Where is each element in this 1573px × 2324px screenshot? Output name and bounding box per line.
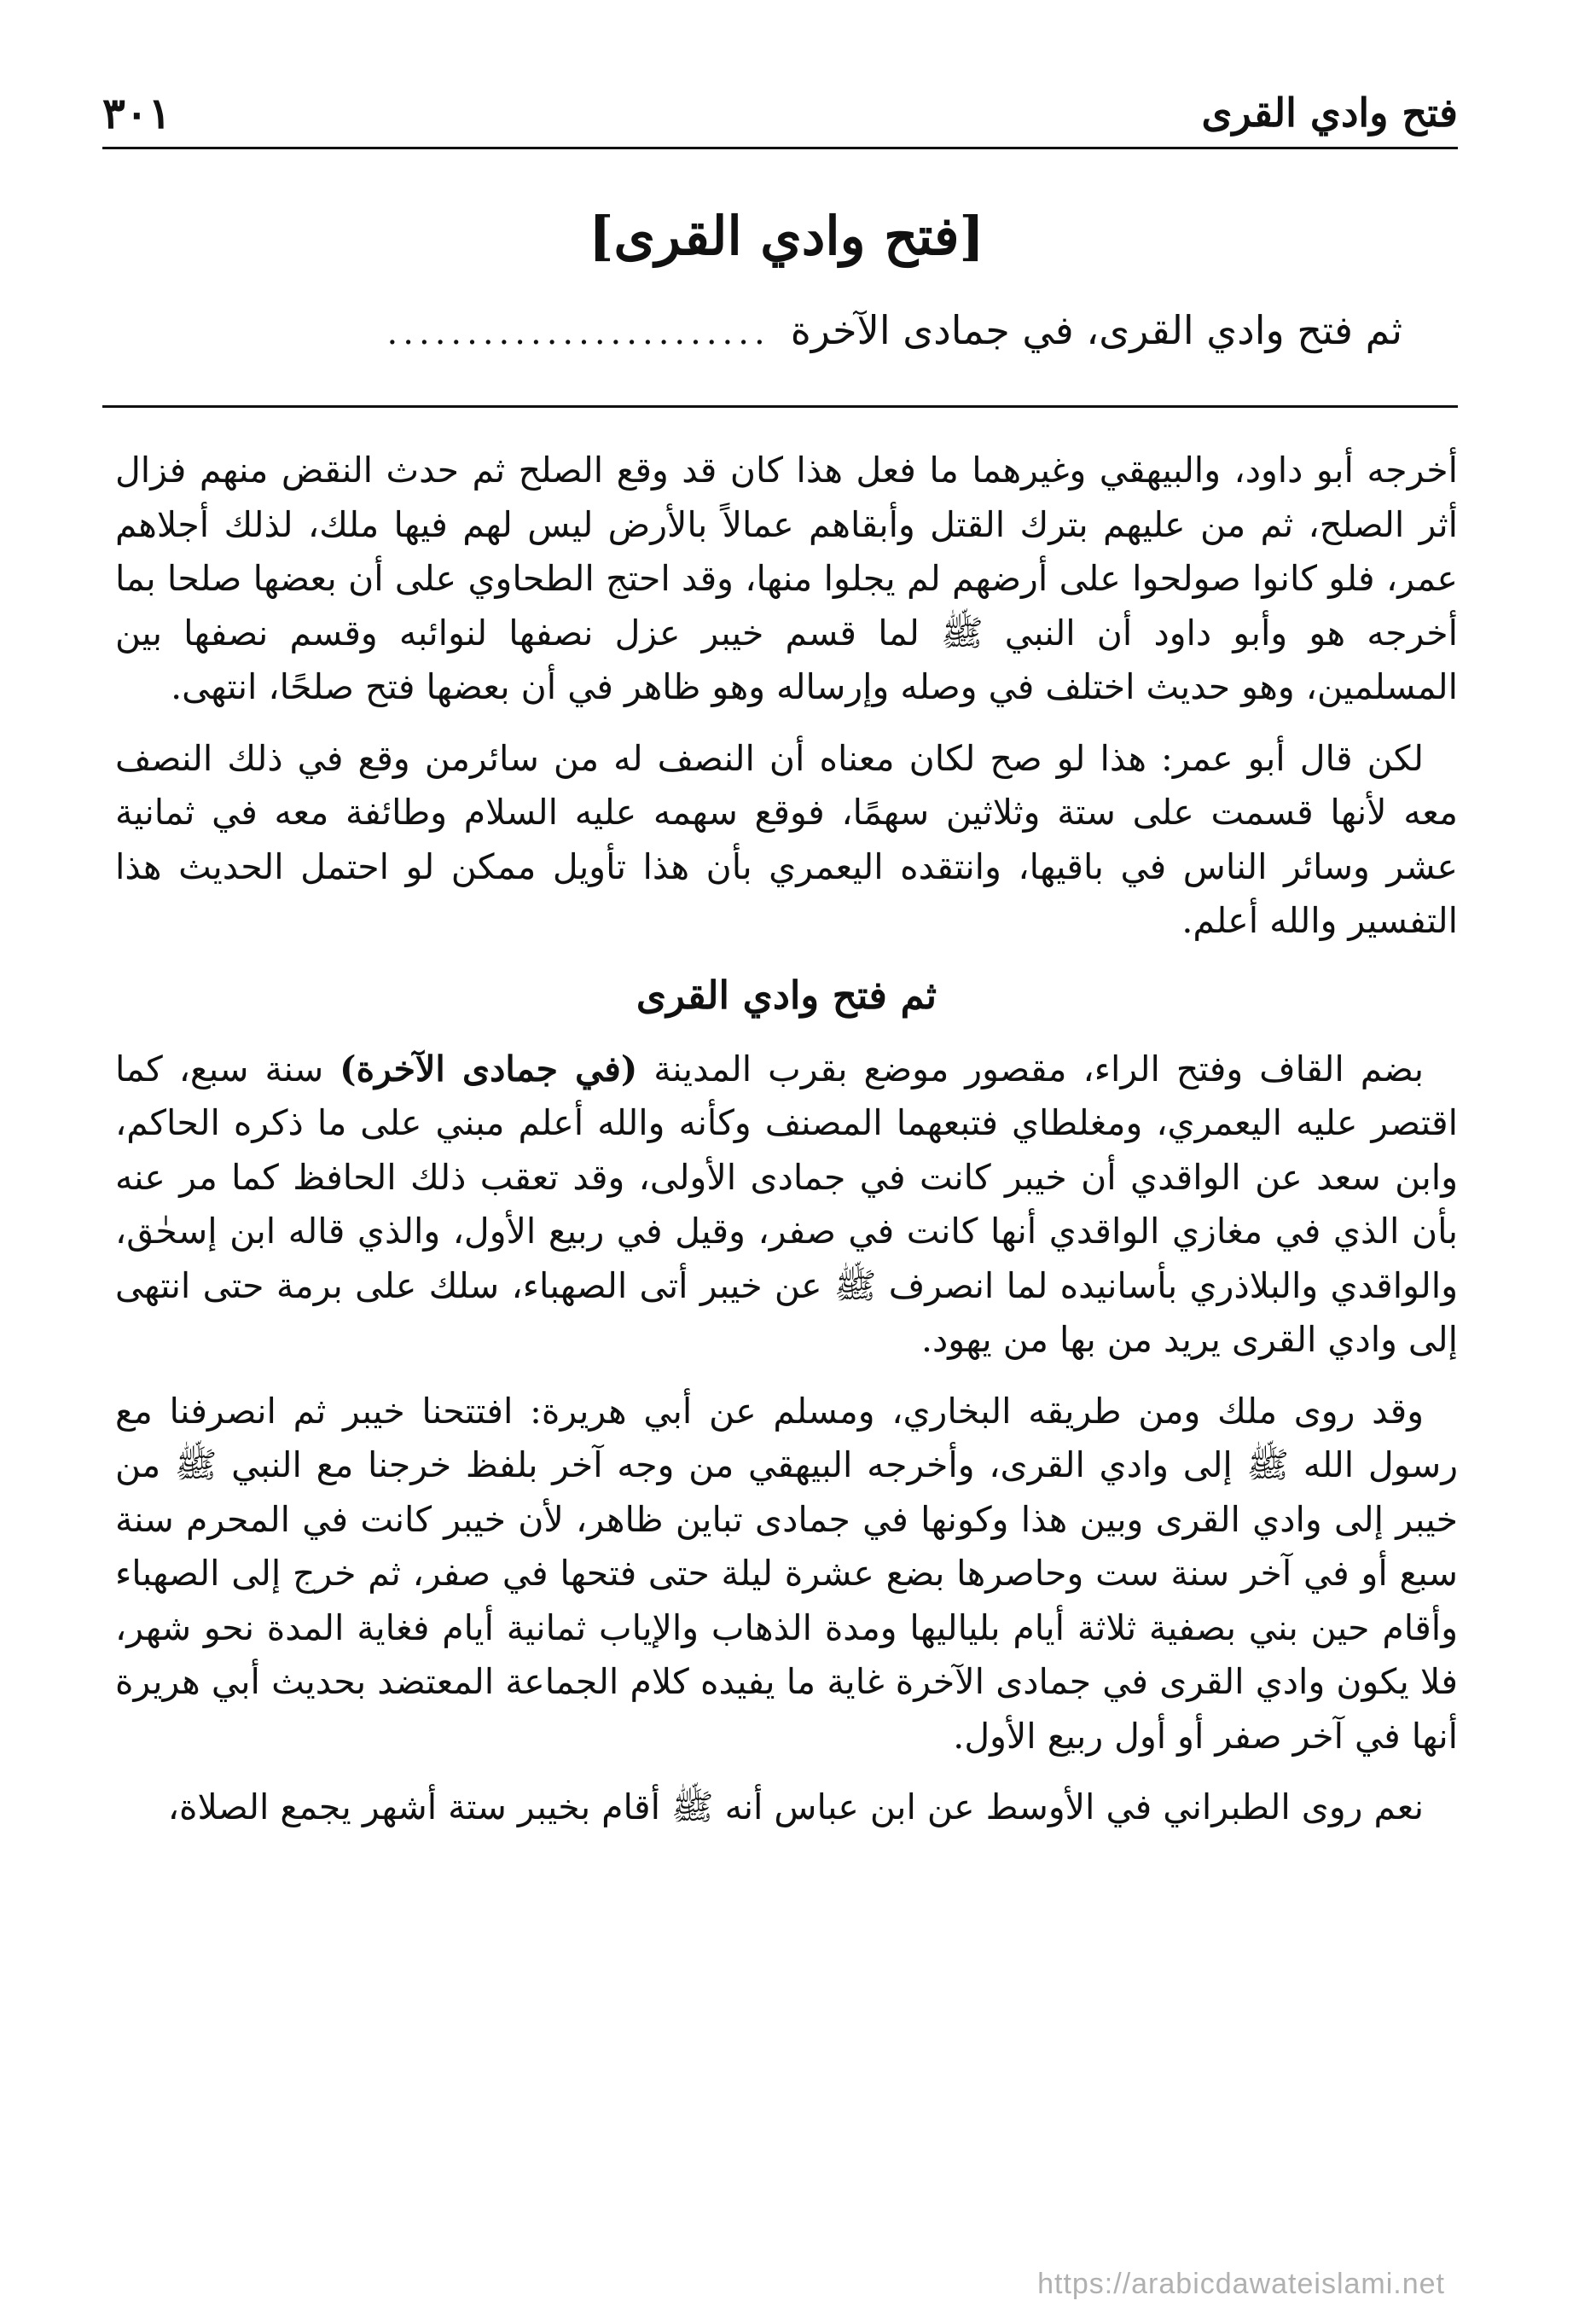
matn-rule — [102, 405, 1458, 408]
paragraph-4: وقد روى ملك ومن طريقه البخاري، ومسلم عن أبي هريرة: افتتحنا خيبر ثم انصرفنا مع رسول الله ﷺ إلى وادي القرى، وأخرجه البيهقي من وجه آخر بلفظ خرجنا مع النبي ﷺ من خيبر إلى وادي القرى وبين هذا وكونها في جمادى تباين ظاهر، لأن خيبر كانت في المحرم سنة سبع أو في آخر سنة ست وحاصرها بضع عشرة ليلة حتى فتحها في صفر، ثم خرج إلى الصهباء وأقام حين بني بصفية ثلاثة أيام بلياليها ومدة الذهاب والإياب ثمانية أيام فغاية المدة نحو شهر، فلا يكون وادي القرى في جمادى الآخرة غاية ما يفيده كلام الجماعة المعتضد بحديث أبي هريرة أنها في آخر صفر أو أول ربيع الأول. — [115, 1390, 1459, 1757]
matn-text: ثم فتح وادي القرى، في جمادى الآخرة — [790, 307, 1402, 353]
paragraph-3-lead: بضم القاف وفتح الراء، مقصور موضع بقرب المدينة — [637, 1048, 1424, 1089]
paragraph-3-matn-quote: (في جمادى الآخرة) — [340, 1048, 638, 1089]
matn-dots: ........................ — [386, 313, 770, 352]
paragraph-1: أخرجه أبو داود، والبيهقي وغيرهما ما فعل هذا كان قد وقع الصلح ثم حدث النقض منهم فزال أثر الصلح، ثم من عليهم بترك القتل وأبقاهم عمالاً بالأرض ليس لهم فيها ملك، لذلك أجلاهم عمر، فلو كانوا صولحوا على أرضهم لم يجلوا منها، وقد احتج الطحاوي على أن بعضها صلحا بما أخرجه هو وأبو داود أن النبي ﷺ لما قسم خيبر عزل نصفها لنوائبه وقسم نصفها بين المسلمين، وهو حديث اختلف في وصله وإرساله وهو ظاهر في أن بعضها فتح صلحًا، انتهى. — [115, 450, 1458, 707]
page-number: ٣٠١ — [102, 87, 171, 138]
section-subheading: ثم فتح وادي القرى — [636, 972, 937, 1018]
paragraph-5: نعم روى الطبراني في الأوسط عن ابن عباس أنه ﷺ أقام بخيبر ستة أشهر يجمع الصلاة، — [167, 1787, 1424, 1827]
paragraph-2: لكن قال أبو عمر: هذا لو صح لكان معناه أن النصف له من سائرمن وقع في ذلك النصف معه لأنها قسمت على ستة وثلاثين سهمًا، فوقع سهمه عليه السلام وطائفة معه في ثمانية عشر وسائر الناس في باقيها، وانتقده اليعمري بأن هذا تأويل ممكن لو احتمل الحديث هذا التفسير والله أعلم. — [115, 737, 1458, 941]
header-rule — [102, 147, 1458, 149]
running-title: فتح وادي القرى — [1201, 90, 1458, 136]
watermark-url: https://arabicdawateislami.net — [1037, 2268, 1445, 2300]
chapter-title: [فتح وادي القرى] — [589, 205, 984, 267]
paragraph-3-rest: سنة سبع، كما اقتصر عليه اليعمري، ومغلطاي فتبعهما المصنف وكأنه والله أعلم مبني على ما ذكره الحاكم، وابن سعد عن الواقدي أن خيبر كانت في جمادى الأولى، وقد تعقب ذلك الحافظ كما مر عنه بأن الذي في مغازي الواقدي أنها كانت في صفر، وقيل في ربيع الأول، والذي قاله ابن إسحٰق، والواقدي والبلاذري بأسانيده لما انصرف ﷺ عن خيبر أتى الصهباء، سلك على برمة حتى انتهى إلى وادي القرى يريد من بها من يهود. — [115, 1048, 1458, 1360]
commentary-body — [115, 444, 1458, 1852]
matn-line — [119, 307, 1402, 353]
paragraph-3 — [115, 1043, 1458, 1368]
running-header — [102, 78, 1458, 147]
